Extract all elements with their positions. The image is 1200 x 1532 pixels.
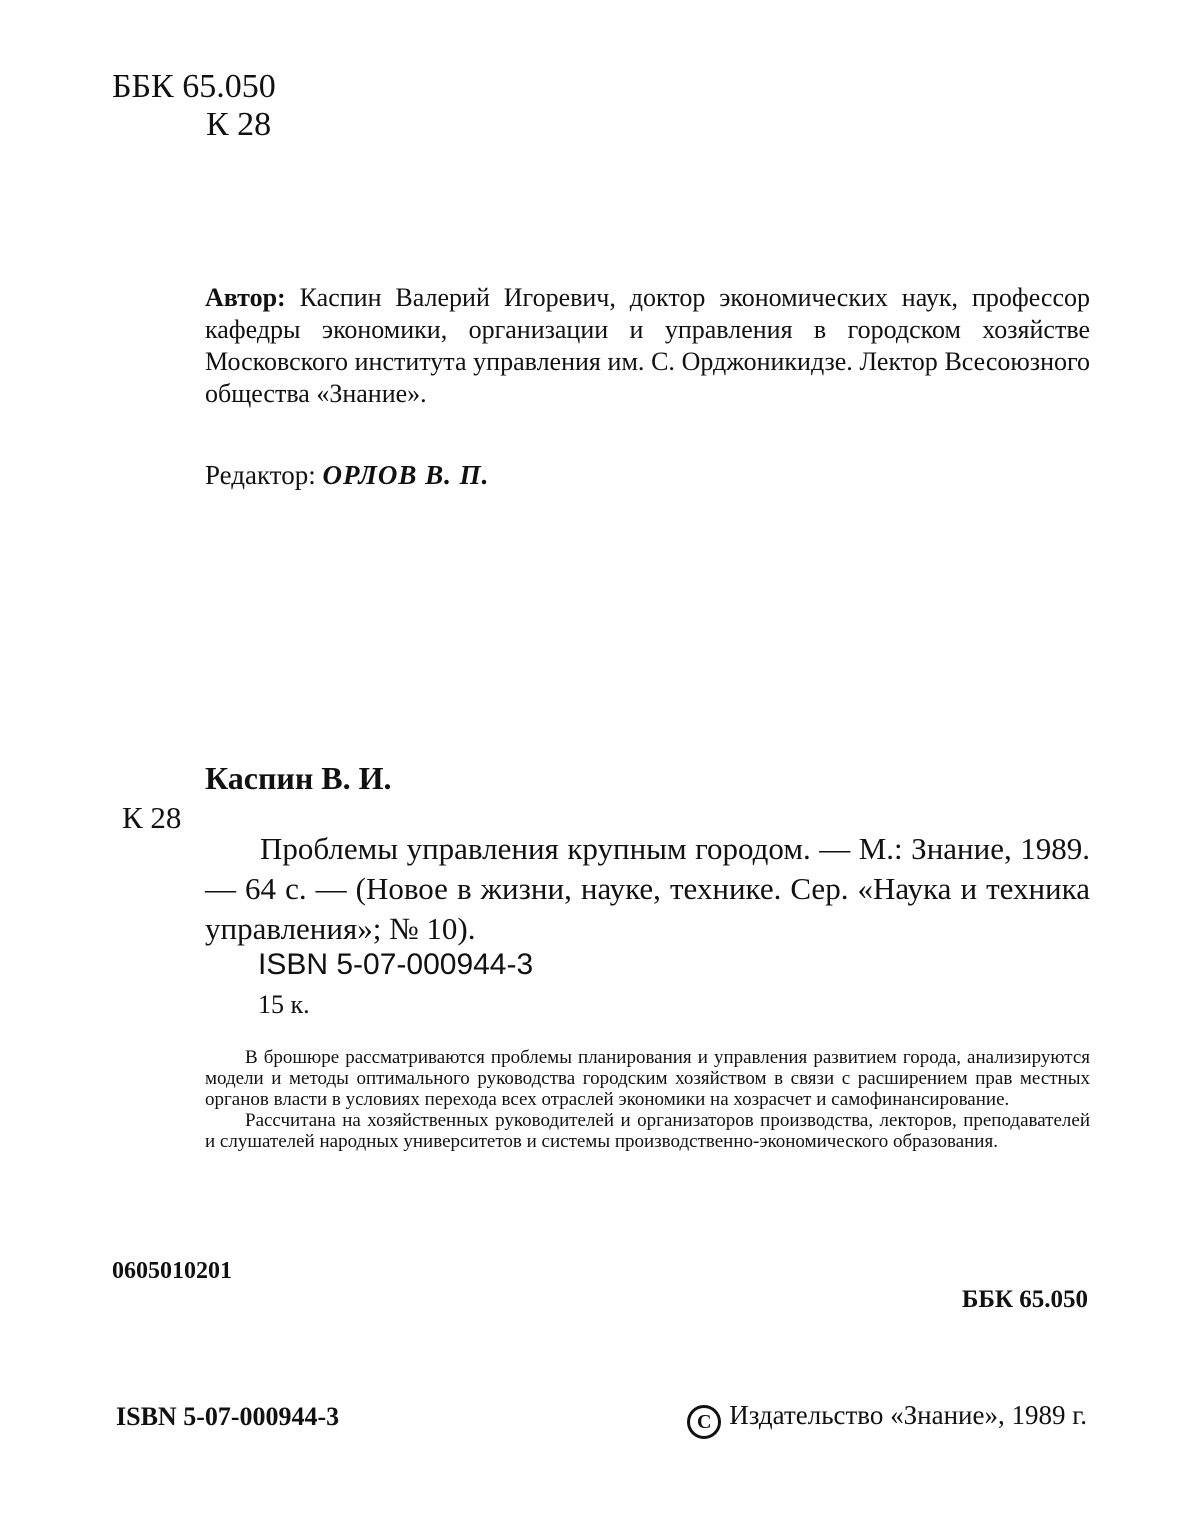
- editor-line: [205, 460, 489, 491]
- catalog-description-text: Проблемы управления крупным городом. — М.: Знание, 1989. — 64 с. — (Новое в жизни, науке, технике. Сер. «Наука и техника управления»; № 10).: [205, 831, 1090, 946]
- bbk-classification: ББК 65.050: [112, 68, 276, 105]
- author-description: Каспин Валерий Игоревич, доктор экономических наук, профессор кафедры экономики, организации и управления в городском хозяйстве Московского института управления им. С. Орджоникидзе. Лектор Всесоюзного общества «Знание».: [205, 283, 1091, 408]
- catalog-isbn: ISBN 5-07-000944-3: [258, 948, 534, 981]
- footer-isbn: ISBN 5-07-000944-3: [116, 1402, 340, 1431]
- catalog-description: [205, 829, 1090, 949]
- index-code: 0605010201: [112, 1258, 232, 1284]
- abstract-paragraph: В брошюре рассматриваются проблемы планирования и управления развитием города, анализируются модели и методы оптимального руководства городским хозяйством в связи с расширением прав местных органов власти в условиях перехода всех отраслей экономики на хозрасчет и самофинансирование.: [205, 1047, 1090, 1110]
- editor-name: ОРЛОВ В. П.: [322, 460, 490, 490]
- bbk-header: [112, 68, 276, 144]
- footer-bbk: ББК 65.050: [961, 1286, 1088, 1313]
- author-label: Автор:: [205, 283, 286, 312]
- copyright-line: [687, 1400, 1087, 1439]
- abstract-paragraph: Рассчитана на хозяйственных руководителей и организаторов производства, лекторов, преподавателей и слушателей народных университетов и системы производственно-экономического образования.: [205, 1110, 1090, 1152]
- author-note: [205, 282, 1090, 410]
- author-code: К 28: [206, 106, 272, 143]
- catalog-price: 15 к.: [258, 990, 310, 1019]
- editor-label: Редактор:: [205, 460, 316, 490]
- catalog-author: Каспин В. И.: [205, 760, 392, 796]
- copyright-text: Издательство «Знание», 1989 г.: [729, 1400, 1087, 1430]
- catalog-code: К 28: [122, 800, 182, 835]
- abstract: [205, 1047, 1090, 1152]
- copyright-icon: C: [687, 1405, 721, 1439]
